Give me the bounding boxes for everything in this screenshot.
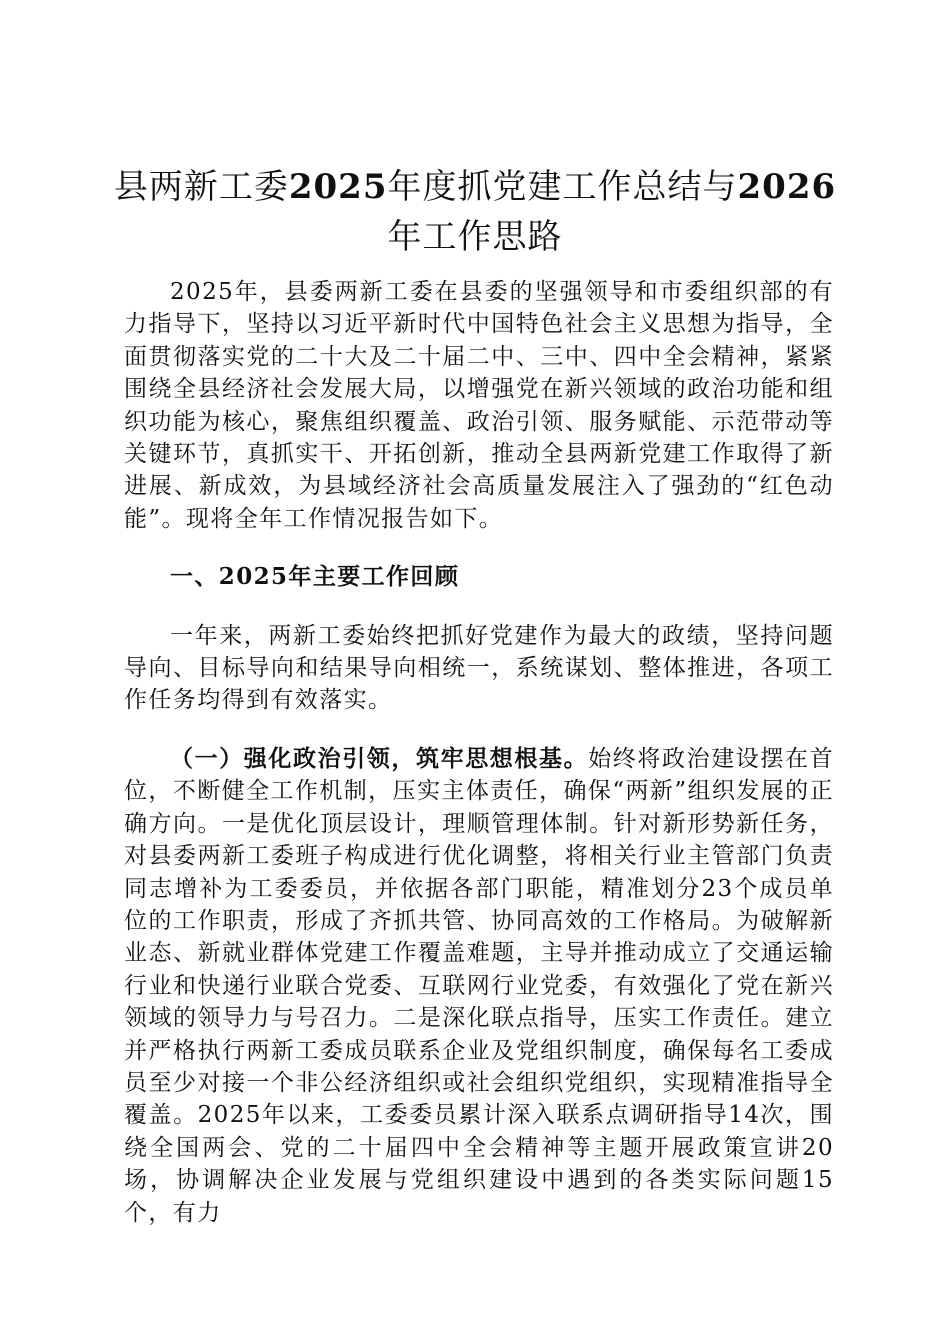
intro-paragraph: 2025年，县委两新工委在县委的坚强领导和市委组织部的有力指导下，坚持以习近平新时代中国特色社会主义思想为指导，全面贯彻落实党的二十大及二十届二中、三中、四中全会精神，紧紧围绕全县经济社会发展大局，以增强党在新兴领域的政治功能和组织功能为核心，聚焦组织覆盖、政治引领、服务赋能、示范带动等关键环节，真抓实干、开拓创新，推动全县两新党建工作取得了新进展、新成效，为县域经济社会高质量发展注入了强劲的“红色动能”。现将全年工作情况报告如下。	[124, 279, 834, 532]
section-heading: 一、2025年主要工作回顾	[170, 563, 460, 591]
title-year-2025: 2025	[288, 167, 388, 207]
subsection-body: 始终将政治建设摆在首位，不断健全工作机制，压实主体责任，确保“两新”组织发展的正确方向。一是优化顶层设计，理顺管理体制。针对新形势新任务，对县委两新工委班子构成进行优化调整，将相关行业主管部门负责同志增补为工委委员，并依据各部门职能，精准划分23个成员单位的工作职责，形成了齐抓共管、协同高效的工作格局。为破解新业态、新就业群体党建工作覆盖难题，主导并推动成立了交通运输行业和快递行业联合党委、互联网行业党委，有效强化了党在新兴领域的领导力与号召力。二是深化联点指导，压实工作责任。建立并严格执行两新工委成员联系企业及党组织制度，确保每名工委成员至少对接一个非公经济组织或社会组织党组织，实现精准指导全覆盖。2025年以来，工委委员累计深入联系点调研指导14次，围绕全国两会、党的二十届四中全会精神等主题开展政策宣讲20场，协调解决企业发展与党组织建设中遇到的各类实际问题15个，有力	[124, 745, 834, 1226]
title-text-part3: 年工作思路	[387, 217, 563, 257]
title-text-part1: 县两新工委	[113, 167, 289, 207]
subsection-lead: （一）强化政治引领，筑牢思想根基。	[170, 744, 589, 772]
subsection-paragraph	[124, 743, 834, 1229]
title-text-part2: 年度抓党建工作总结与	[387, 167, 738, 207]
title-year-2026: 2026	[737, 167, 837, 207]
document-body	[124, 276, 834, 1229]
section-overview-paragraph: 一年来，两新工委始终把抓好党建作为最大的政绩，坚持问题导向、目标导向和结果导向相统一，系统谋划、整体推进，各项工作任务均得到有效落实。	[124, 622, 834, 714]
document-title	[110, 162, 840, 262]
